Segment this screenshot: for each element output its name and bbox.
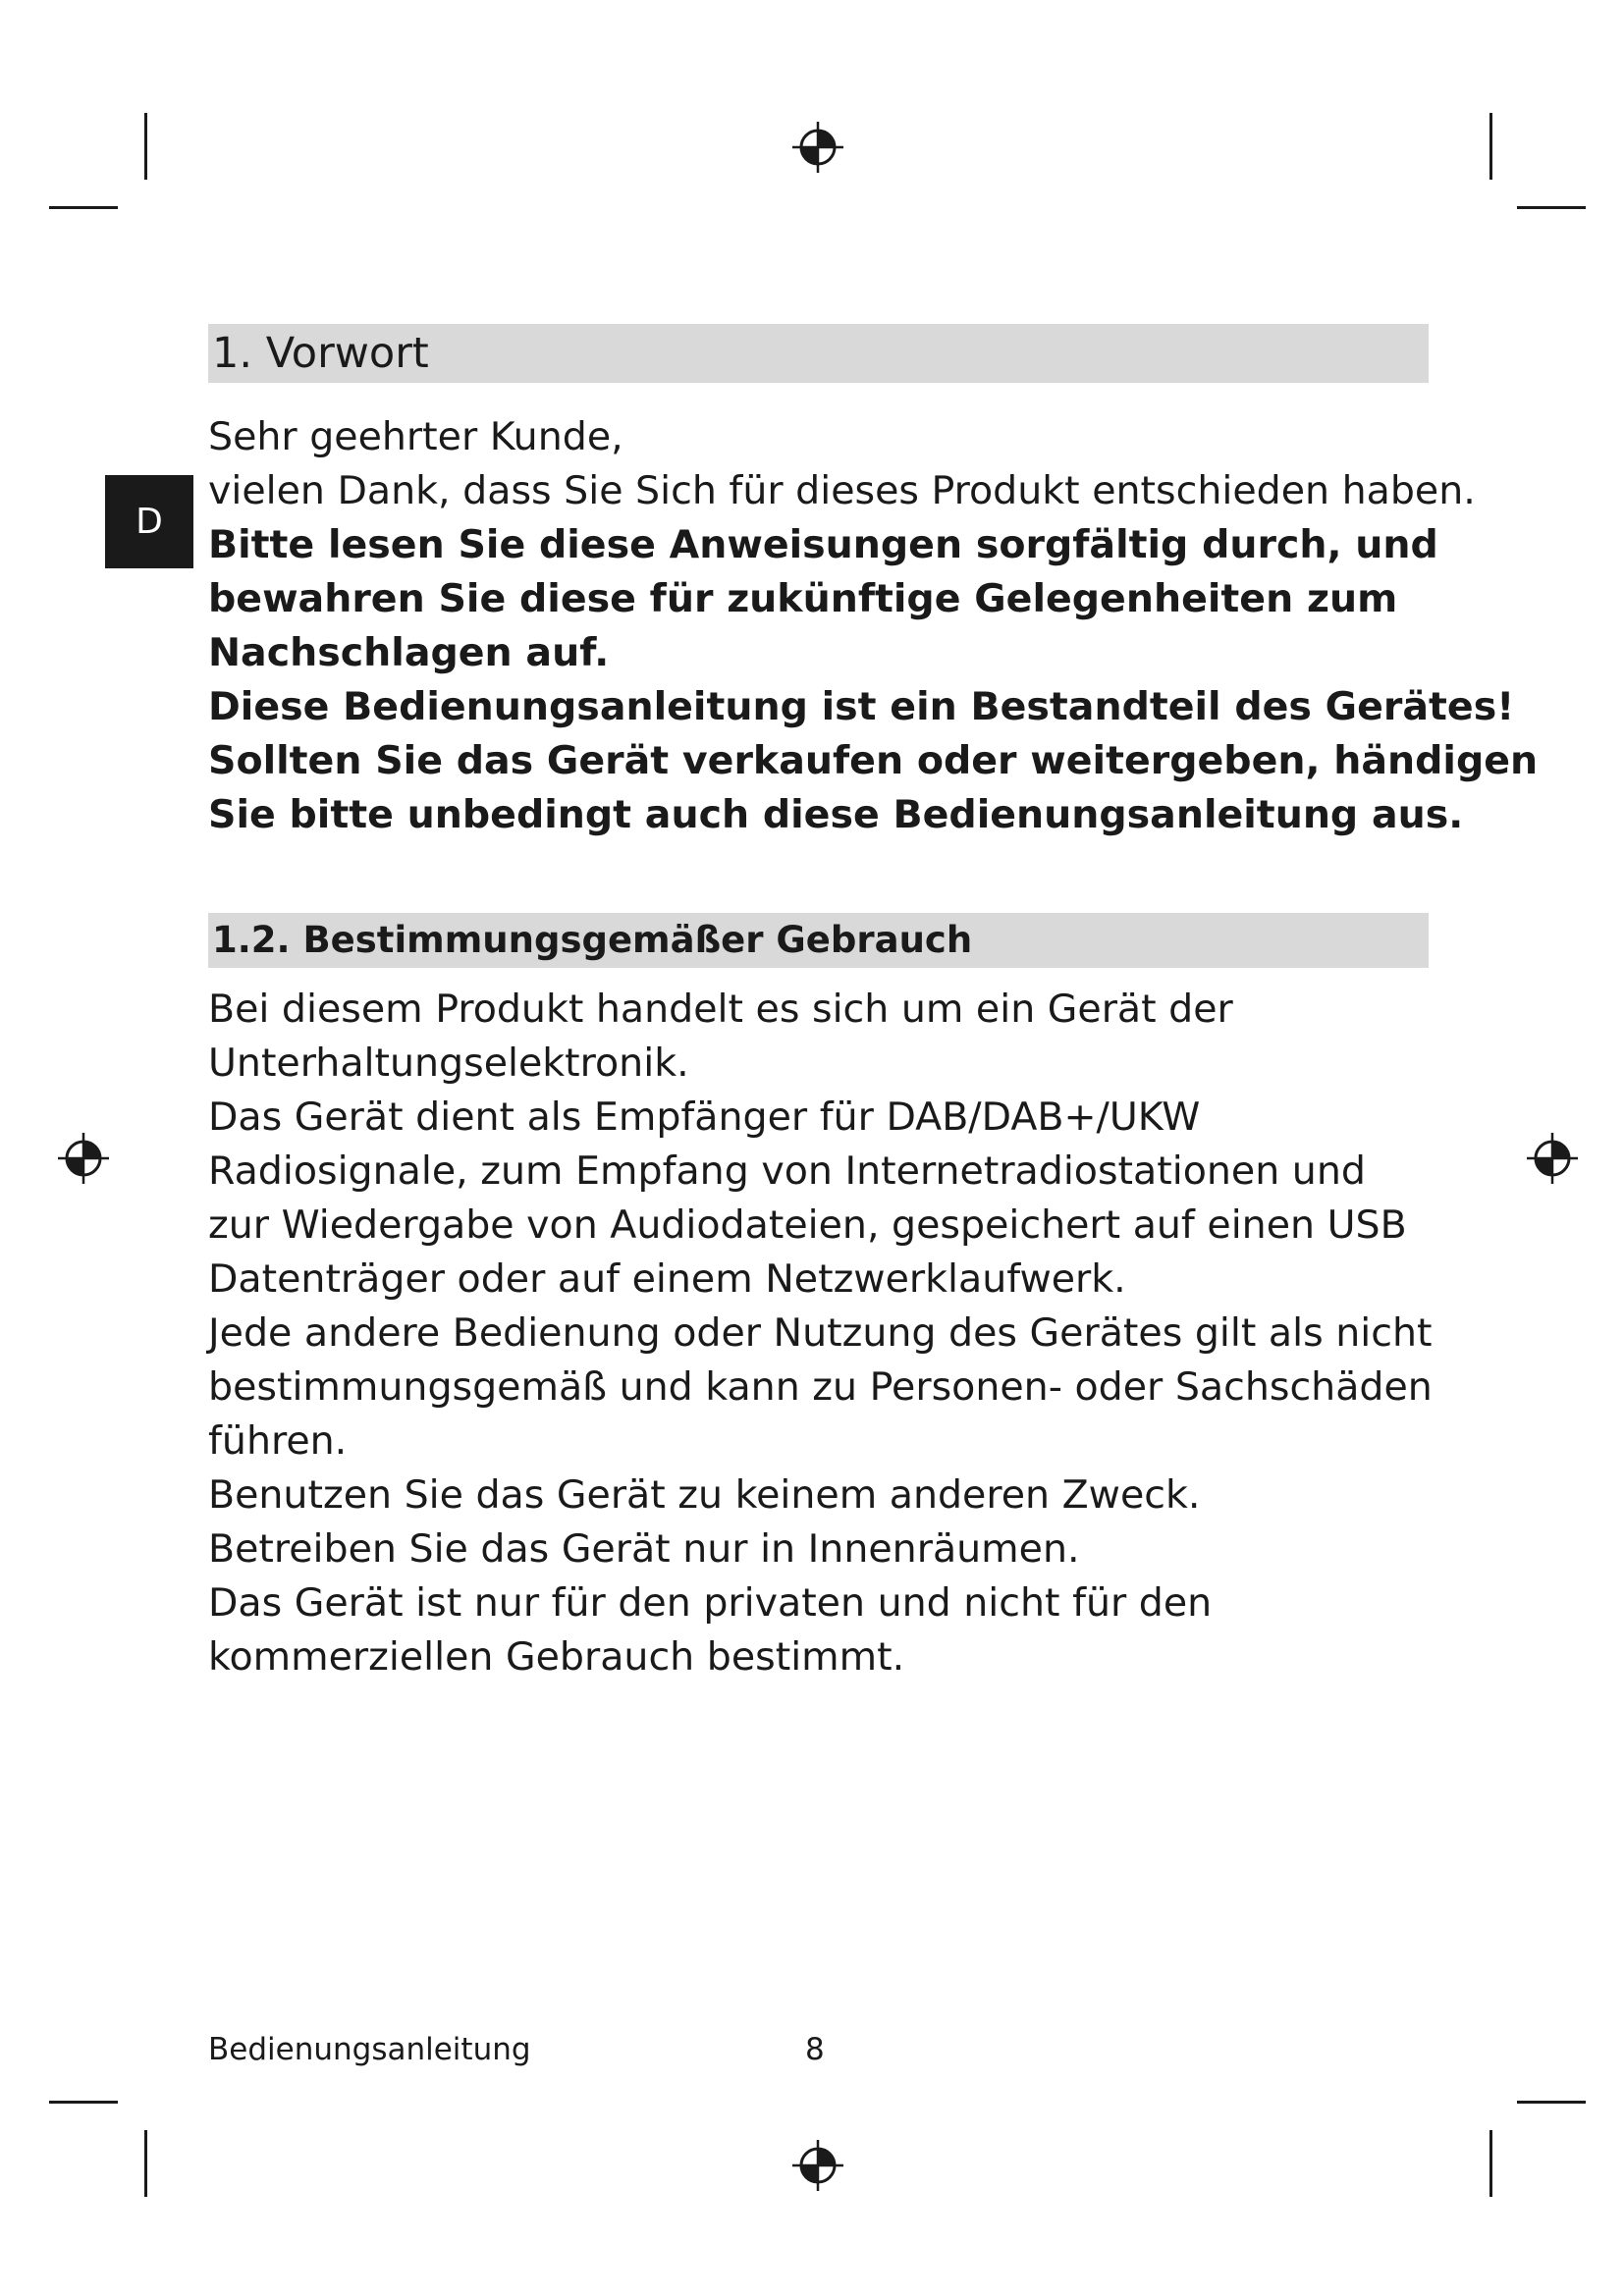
paragraph-line: kommerziellen Gebrauch bestimmt. — [208, 1634, 905, 1680]
crop-mark-bottom-right-vertical — [1489, 2130, 1492, 2197]
crop-mark-bottom-left-vertical — [144, 2130, 147, 2197]
registration-mark-icon — [1525, 1131, 1580, 1186]
section-heading-vorwort: 1. Vorwort — [208, 324, 1429, 383]
paragraph-line: bewahren Sie diese für zukünftige Gelegenheiten zum — [208, 576, 1398, 621]
paragraph-line: Diese Bedienungsanleitung ist ein Bestandteil des Gerätes! — [208, 684, 1515, 729]
page-number: 8 — [805, 2032, 825, 2067]
section-gebrauch-body — [208, 983, 1445, 1684]
crop-mark-bottom-right-horizontal — [1517, 2101, 1586, 2104]
paragraph-line: Jede andere Bedienung oder Nutzung des Gerätes gilt als nicht — [208, 1310, 1433, 1356]
paragraph-line: Nachschlagen auf. — [208, 630, 610, 675]
paragraph-line: Das Gerät dient als Empfänger für DAB/DAB+/UKW — [208, 1095, 1201, 1140]
crop-mark-bottom-left-horizontal — [49, 2101, 118, 2104]
paragraph-line: führen. — [208, 1418, 348, 1464]
paragraph-line: Unterhaltungselektronik. — [208, 1041, 689, 1086]
paragraph-line: Sehr geehrter Kunde, — [208, 414, 623, 459]
paragraph-line: Sollten Sie das Gerät verkaufen oder weitergeben, händigen — [208, 738, 1539, 783]
section-vorwort-body — [208, 410, 1539, 842]
paragraph-line: Das Gerät ist nur für den privaten und nicht für den — [208, 1580, 1213, 1626]
paragraph-line: vielen Dank, dass Sie Sich für dieses Produkt entschieden haben. — [208, 468, 1476, 513]
paragraph-line: Benutzen Sie das Gerät zu keinem anderen Zweck. — [208, 1472, 1201, 1518]
paragraph-line: Betreiben Sie das Gerät nur in Innenräumen. — [208, 1526, 1080, 1572]
crop-mark-top-left-horizontal — [49, 206, 118, 209]
crop-mark-top-right-vertical — [1489, 113, 1492, 180]
registration-mark-icon — [790, 2138, 845, 2193]
section-heading-bestimmungsgemaesser-gebrauch: 1.2. Bestimmungsgemäßer Gebrauch — [208, 913, 1429, 968]
paragraph-line: zur Wiedergabe von Audiodateien, gespeichert auf einen USB — [208, 1202, 1407, 1248]
paragraph-line: Bitte lesen Sie diese Anweisungen sorgfältig durch, und — [208, 522, 1438, 567]
footer-label: Bedienungsanleitung — [208, 2032, 531, 2067]
crop-mark-top-left-vertical — [144, 113, 147, 180]
registration-mark-icon — [56, 1131, 111, 1186]
language-tab: D — [105, 475, 193, 568]
registration-mark-icon — [790, 120, 845, 175]
paragraph-line: bestimmungsgemäß und kann zu Personen- oder Sachschäden — [208, 1364, 1433, 1410]
crop-mark-top-right-horizontal — [1517, 206, 1586, 209]
paragraph-line: Bei diesem Produkt handelt es sich um ein Gerät der — [208, 987, 1233, 1032]
paragraph-line: Datenträger oder auf einem Netzwerklaufwerk. — [208, 1256, 1126, 1302]
paragraph-line: Radiosignale, zum Empfang von Internetradiostationen und — [208, 1148, 1366, 1194]
paragraph-line: Sie bitte unbedingt auch diese Bedienungsanleitung aus. — [208, 792, 1464, 837]
